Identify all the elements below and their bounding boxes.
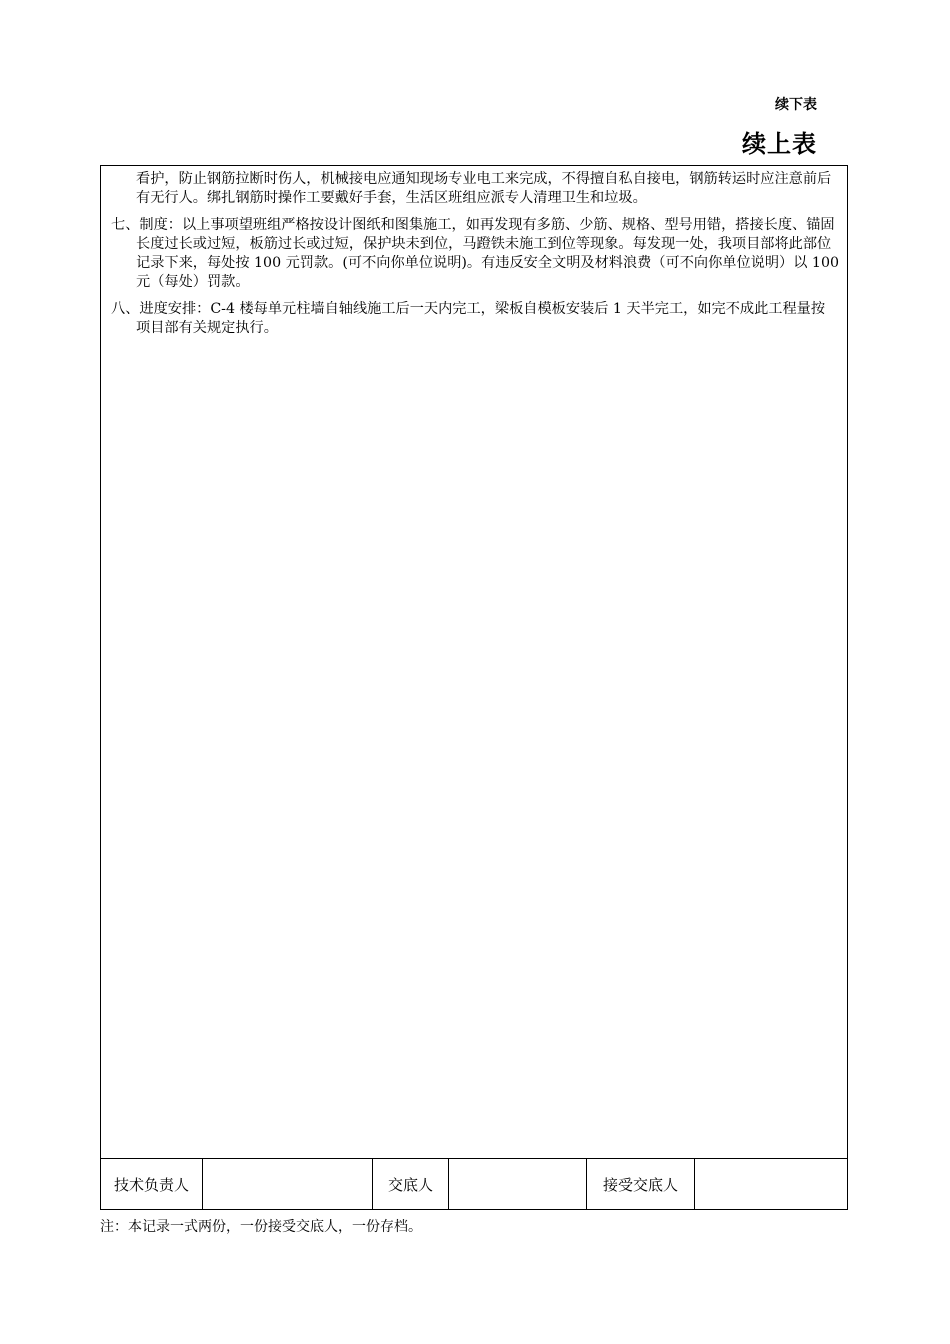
handover-person-field[interactable] <box>449 1159 587 1209</box>
paragraph-continuation: 看护，防止钢筋拉断时伤人，机械接电应通知现场专业电工来完成，不得擅自私自接电，钢筋转运时应注意前后有无行人。绑扎钢筋时操作工要戴好手套，生活区班组应派专人清理卫生和垃圾。 <box>136 171 832 206</box>
receiver-label: 接受交底人 <box>587 1159 695 1209</box>
record-table <box>100 165 848 1210</box>
signature-row <box>101 1158 847 1209</box>
content-cell <box>101 166 847 1159</box>
continued-next-label: 续下表 <box>775 97 817 113</box>
footer-note: 注：本记录一式两份，一份接受交底人，一份存档。 <box>100 1219 422 1235</box>
paragraph-schedule: 八、进度安排：C-4 楼每单元柱墙自轴线施工后一天内完工，梁板自模板安装后 1 天半完工，如完不成此工程量按项目部有关规定执行。 <box>111 301 826 336</box>
handover-person-label: 交底人 <box>373 1159 449 1209</box>
continued-prev-title: 续上表 <box>742 130 817 158</box>
tech-lead-label: 技术负责人 <box>101 1159 203 1209</box>
paragraph-system: 七、制度：以上事项望班组严格按设计图纸和图集施工，如再发现有多筋、少筋、规格、型号用错，搭接长度、锚固长度过长或过短，板筋过长或过短，保护块未到位，马蹬铁未施工到位等现象。每发现一处，我项目部将此部位记录下来，每处按 100 元罚款。(可不向你单位说明)。有违反安全文明及材料浪费（可不向你单位说明）以 100 元（每处）罚款。 <box>111 217 840 290</box>
receiver-field[interactable] <box>695 1159 847 1209</box>
tech-lead-field[interactable] <box>203 1159 373 1209</box>
